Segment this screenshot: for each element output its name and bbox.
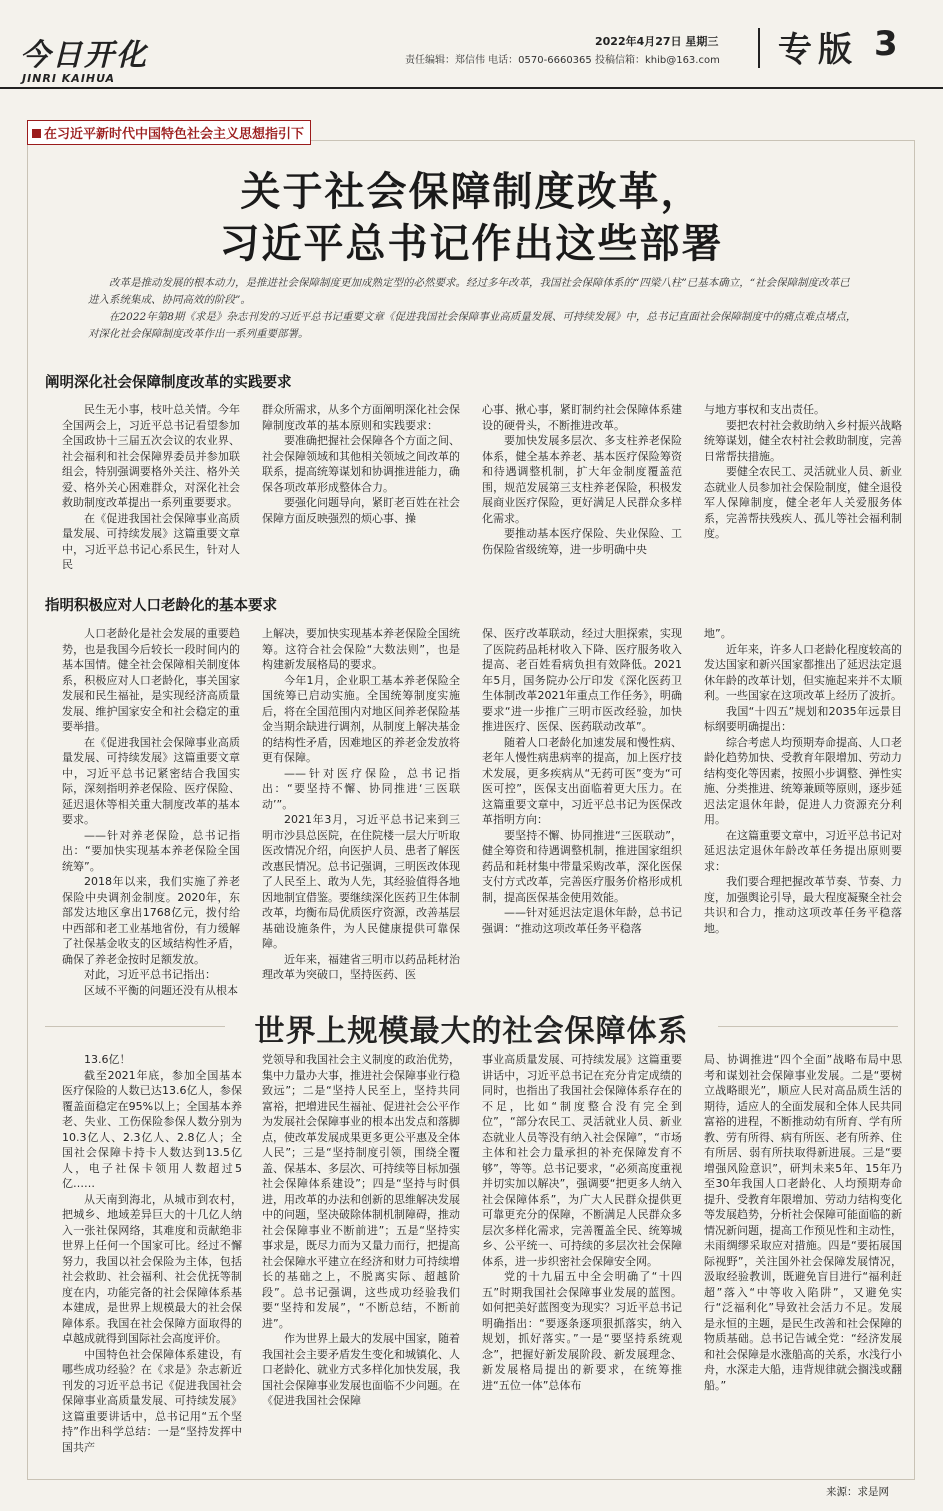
paragraph: 民生无小事，枝叶总关情。今年全国两会上，习近平总书记看望参加全国政协十三届五次会议的农业界、社会福利和社会保障界委员并参加联组会，特别强调要格外关注、格外关爱、格外关心困难群众，对深化社会救助制度改革提出一系列重要要求。: [62, 403, 240, 509]
column-tag: [27, 120, 311, 145]
article-column: [482, 1052, 682, 1462]
paragraph: 要加快发展多层次、多支柱养老保险体系，健全基本养老、基本医疗保险筹资和待遇调整机制，扩大年金制度覆盖范围，规范发展第三支柱养老保险，积极发展商业医疗保险，更好满足人民群众多样化需求。: [482, 434, 682, 525]
paragraph: 事业高质量发展、可持续发展》这篇重要讲话中，习近平总书记在充分肯定成绩的同时，也指出了我国社会保障体系存在的不足，比如“制度整合没有完全到位”，“部分农民工、灵活就业人员、新业态就业人员等没有纳入社会保障”，“市场主体和社会力量承担的补充保障发育不够”，等等。总书记要求，“必须高度重视并切实加以解决”，强调要“把更多人纳入社会保障体系”，为广大人民群众提供更可靠更充分的保障，不断满足人民群众多层次多样化需求，完善覆盖全民、统筹城乡、公平统一、可持续的多层次社会保障体系，进一步织密社会保障安全网。: [482, 1053, 682, 1268]
section-title: 阐明深化社会保障制度改革的实践要求: [45, 375, 292, 391]
article-column: [482, 402, 682, 570]
paragraph: 近年来，许多人口老龄化程度较高的发达国家和新兴国家都推出了延迟法定退休年龄的改革计划，但实施起来并不太顺利。一些国家在这项改革上经历了波折。: [704, 642, 902, 702]
article-column: [62, 626, 240, 997]
paragraph: 人口老龄化是社会发展的重要趋势，也是我国今后较长一段时间内的基本国情。健全社会保障相关制度体系，积极应对人口老龄化，事关国家发展和民生福祉，是实现经济高质量发展、维护国家安全和社会稳定的重要举措。: [62, 627, 240, 733]
paragraph: 心事、揪心事，紧盯制约社会保障体系建设的硬骨头，不断推进改革。: [482, 403, 682, 432]
article-column: [62, 402, 240, 570]
paragraph: 综合考虑人均预期寿命提高、人口老龄化趋势加快、受教育年限增加、劳动力结构变化等因素，按照小步调整、弹性实施、分类推进、统筹兼顾等原则，逐步延迟法定退休年龄，促进人力资源充分利用。: [704, 735, 902, 826]
paragraph: 要准确把握社会保障各个方面之间、社会保障领域和其他相关领域之间改革的联系，提高统筹谋划和协调推进能力，确保各项改革形成整体合力。: [262, 434, 460, 494]
paragraph: 13.6亿！: [84, 1053, 131, 1066]
paragraph: 从天南到海北，从城市到农村，把城乡、地域差异巨大的十几亿人纳入一张社保网络，其难度和贡献绝非世界上任何一个国家可比。经过不懈努力，我国以社会保险为主体，包括社会救助、社会福利、社会优抚等制度在内，功能完备的社会保障体系基本建成，是世界上规模最大的社会保障体系。我国在社会保障方面取得的卓越成就得到国际社会高度评价。: [62, 1192, 242, 1345]
square-bullet-icon: [32, 129, 41, 138]
article-column: [62, 1052, 242, 1462]
paragraph: ——针对医疗保险，总书记指出：“要坚持不懈、协同推进‘三医联动’”。: [262, 766, 460, 811]
paragraph: 要坚持不懈、协同推进“三医联动”，健全筹资和待遇调整机制，推进国家组织药品和耗材集中带量采购改革，深化医保支付方式改革，完善医疗服务价格形成机制，提高医保基金使用效能。: [482, 828, 682, 904]
paragraph: 2021年3月，习近平总书记来到三明市沙县总医院，在住院楼一层大厅听取医改情况介绍，向医护人员、患者了解医改惠民情况。总书记强调，三明医改体现了人民至上、敢为人先，其经验值得各地因地制宜借鉴。要继续深化医药卫生体制改革，均衡布局优质医疗资源，改善基层基础设施条件，为人民健康提供可靠保障。: [262, 813, 460, 950]
paragraph: 在《促进我国社会保障事业高质量发展、可持续发展》这篇重要文章中，习近平总书记心系民生，针对人民: [62, 511, 240, 571]
paragraph: 对此，习近平总书记指出：: [84, 968, 216, 981]
page-number: 3: [874, 24, 898, 64]
article-column: [704, 402, 902, 570]
paragraph: 要推动基本医疗保险、失业保险、工伤保险省级统筹，进一步明确中央: [482, 527, 682, 556]
paragraph: ——针对养老保险，总书记指出：“要加快实现基本养老保险全国统筹”。: [62, 828, 240, 873]
paragraph: 与地方事权和支出责任。: [704, 403, 825, 416]
section-title: 指明积极应对人口老龄化的基本要求: [45, 598, 277, 614]
issue-date: 2022年4月27日 星期三: [595, 35, 719, 48]
paragraph: 作为世界上最大的发展中国家，随着我国社会主要矛盾发生变化和城镇化、人口老龄化、就业方式多样化加快发展，我国社会保障事业发展也面临不少问题。在《促进我国社会保障: [262, 1332, 460, 1407]
article-column: [262, 1052, 460, 1462]
paragraph: 截至2021年底，参加全国基本医疗保险的人数已达13.6亿人，参保覆盖面稳定在95%以上；全国基本养老、失业、工伤保险参保人数分别为10.3亿人、2.3亿人、2.8亿人；全国社会保障卡持卡人数达到13.5亿人，电子社保卡领用人数超过5亿……: [62, 1068, 242, 1190]
paragraph: 局、协调推进“四个全面”战略布局中思考和谋划社会保障事业发展。二是“要树立战略眼光”，顺应人民对高品质生活的期待，适应人的全面发展和全体人民共同富裕的进程，不断推动幼有所育、学有所教、劳有所得、病有所医、老有所养、住有所居、弱有所扶取得新进展。三是“要增强风险意识”，研判未来5年、15年乃至30年我国人口老龄化、人均预期寿命提升、受教育年限增加、劳动力结构变化等发展趋势，分析社会保障可能面临的新情况新问题，提高工作预见性和主动性，未雨绸缪采取应对措施。四是“要拓展国际视野”，关注国外社会保障发展情况，汲取经验教训，既避免盲目进行“福利赶超”落入“中等收入陷阱”，又避免实行“泛福利化”导致社会活力不足。发展是永恒的主题，是民生改善和社会保障的物质基础。总书记告诫全党：“经济发展和社会保障是水涨船高的关系，水浅行小舟，水深走大船，违背规律就会搁浅或翻船。”: [704, 1053, 902, 1392]
page-section-label: 专版: [778, 30, 858, 70]
paragraph: 要强化问题导向，紧盯老百姓在社会保障方面反映强烈的烦心事、操: [262, 496, 460, 525]
lead-paragraphs: [88, 275, 858, 343]
masthead-rule: [0, 87, 943, 89]
paragraph: 要健全农民工、灵活就业人员、新业态就业人员参加社会保险制度，健全退役军人保障制度，健全老年人关爱服务体系，完善帮扶残疾人、孤儿等社会福利制度。: [704, 465, 902, 540]
paragraph: 保、医疗改革联动，经过大胆探索，实现了医院药品耗材收入下降、医疗服务收入提高、老百姓看病负担有效降低。2021年5月，国务院办公厅印发《深化医药卫生体制改革2021年重点工作任务》，明确要求“进一步推广三明市医改经验，加快推进医疗、医保、医药联动改革”。: [482, 627, 682, 733]
article-column: [482, 626, 682, 986]
section-title: 世界上规模最大的社会保障体系: [254, 1014, 689, 1049]
paragraph: 区域不平衡的问题还没有从根本: [84, 983, 238, 997]
paragraph: 今年1月，企业职工基本养老保险全国统筹已启动实施。全国统筹制度实施后，将在全国范围内对地区间养老保险基金当期余缺进行调剂，从制度上解决基金的结构性矛盾，因难地区的养老金发放将更有保障。: [262, 673, 460, 764]
paragraph: 要把农村社会救助纳入乡村振兴战略统筹谋划，健全农村社会救助制度，完善日常帮扶措施。: [704, 418, 902, 463]
paragraph: 党领导和我国社会主义制度的政治优势，集中力量办大事，推进社会保障事业行稳致远”；二是“坚持人民至上，坚持共同富裕，把增进民生福祉、促进社会公平作为发展社会保障事业的根本出发点和落脚点，使改革发展成果更多更公平惠及全体人民”；三是“坚持制度引领，围绕全覆盖、保基本、多层次、可持续等目标加强社会保障体系建设”；四是“坚持与时俱进，用改革的办法和创新的思维解决发展中的问题，坚决破除体制机制障碍，推动社会保障事业不断前进”；五是“坚持实事求是，既尽力而为又量力而行，把提高社会保障水平建立在经济和财力可持续增长的基础之上，不脱离实际、超越阶段”。总书记强调，这些成功经验我们要“坚持和发展”，“不断总结，不断前进”。: [262, 1053, 460, 1330]
editor-contact-line: 责任编辑：郑信伟 电话：0570-6660365 投稿信箱：khib@163.com: [405, 55, 720, 66]
lead-paragraph: 在2022年第8期《求是》杂志刊发的习近平总书记重要文章《促进我国社会保障事业高质量发展、可持续发展》中，总书记直面社会保障制度中的痛点难点堵点，对深化社会保障制度改革作出一系列重要部署。: [88, 311, 857, 340]
article-column: [262, 402, 460, 570]
paragraph: 在这篇重要文章中，习近平总书记对延迟法定退休年龄改革任务提出原则要求：: [704, 828, 902, 873]
paragraph: 我们要合理把握改革节奏、节奏、力度，加强舆论引导，最大程度凝聚全社会共识和合力，推动这项改革任务平稳落地。: [704, 875, 902, 935]
newspaper-logo-pinyin: JINRI KAIHUA: [22, 72, 116, 85]
masthead-divider: [758, 28, 760, 68]
paragraph: 党的十九届五中全会明确了“十四五”时期我国社会保障事业发展的蓝图。如何把美好蓝图变为现实？习近平总书记明确指出：“要逐条逐项狠抓落实，纳入规划，抓好落实。”一是“要坚持系统观念”，把握好新发展阶段、新发展理念、新发展格局提出的新要求，在统筹推进“五位一体”总体布: [482, 1270, 682, 1392]
paragraph: 上解决，要加快实现基本养老保险全国统筹。这符合社会保险“大数法则”，也是构建新发展格局的要求。: [262, 627, 460, 671]
article-source: 来源：求是网: [826, 1486, 889, 1498]
paragraph: 地”。: [704, 627, 732, 640]
newspaper-logo: 今日开化: [20, 38, 148, 73]
lead-paragraph: 改革是推动发展的根本动力，是推进社会保障制度更加成熟定型的必然要求。经过多年改革，我国社会保障体系的“四梁八柱”已基本确立，“社会保障制度改革已进入系统集成、协同高效的阶段”。: [88, 277, 850, 306]
paragraph: ——针对延迟法定退休年龄，总书记强调：“推动这项改革任务平稳落: [482, 906, 682, 935]
headline-line-1: 关于社会保障制度改革，: [240, 169, 703, 215]
paragraph: 我国“十四五”规划和2035年远景目标纲要明确提出：: [704, 704, 902, 733]
paragraph: 群众所需求，从多个方面阐明深化社会保障制度改革的基本原则和实践要求：: [262, 403, 460, 432]
column-tag-text: 在习近平新时代中国特色社会主义思想指引下: [44, 127, 305, 142]
paragraph: 2018年以来，我们实施了养老保险中央调剂金制度。2020年，东部发达地区拿出1768亿元，拨付给中西部和老工业基地省份，有力缓解了社保基金收支的区域结构性矛盾，确保了养老金按时足额发放。: [62, 875, 240, 966]
paragraph: 随着人口老龄化加速发展和慢性病、老年人慢性病患病率的提高，加上医疗技术发展，更多疾病从“无药可医”变为“可医可控”，医保支出面临着更大压力。在这篇重要文章中，习近平总书记为医保改革指明方向：: [482, 735, 682, 826]
article-column: [704, 1052, 902, 1462]
paragraph: 在《促进我国社会保障事业高质量发展、可持续发展》这篇重要文章中，习近平总书记紧密结合我国实际，深刻指明养老保险、医疗保险、延迟退休等相关重大制度改革的基本要求。: [62, 735, 240, 826]
article-column: [262, 626, 460, 986]
paragraph: 中国特色社会保障体系建设，有哪些成功经验？在《求是》杂志新近刊发的习近平总书记《促进我国社会保障事业高质量发展、可持续发展》这篇重要讲话中，总书记用“五个坚持”作出科学总结：一是“坚持发挥中国共产: [62, 1347, 242, 1454]
headline-line-2: 习近平总书记作出这些部署: [219, 221, 724, 267]
paragraph: 近年来，福建省三明市以药品耗材治理改革为突破口，坚持医药、医: [262, 952, 460, 981]
article-column: [704, 626, 902, 986]
